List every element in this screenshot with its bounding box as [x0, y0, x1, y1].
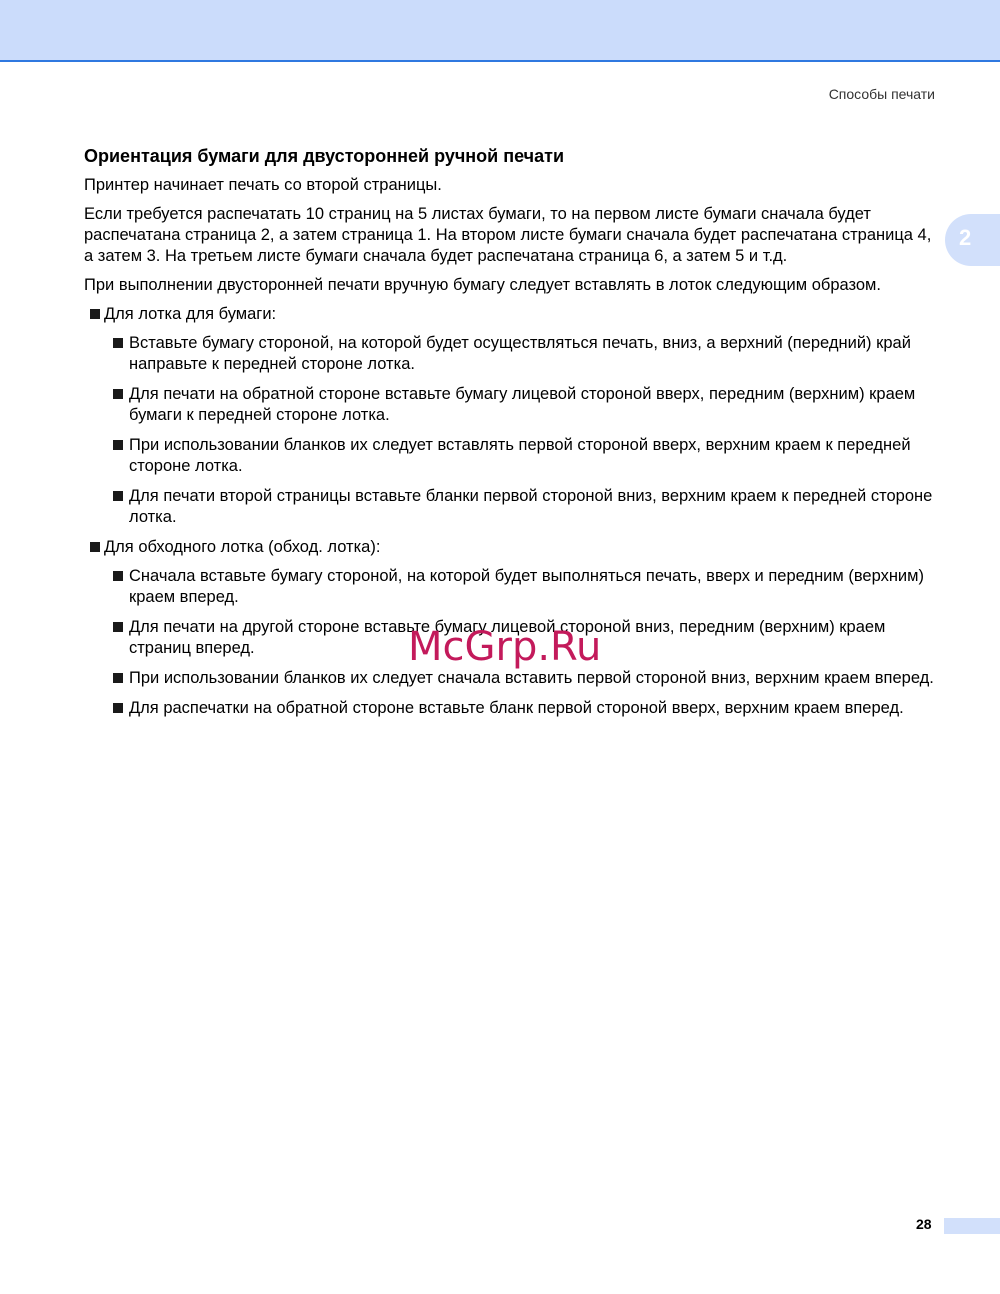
paragraph: При выполнении двусторонней печати вручную бумагу следует вставлять в лоток следующим образом.: [84, 276, 881, 294]
list-item-text: При использовании бланков их следует сначала вставить первой стороной вниз, верхним краем вперед.: [129, 669, 934, 687]
list-item-bypass-tray: [84, 537, 944, 558]
section-heading: Ориентация бумаги для двусторонней ручной печати: [84, 146, 565, 166]
list-item-text: Для печати на другой стороне вставьте бумагу лицевой стороной вниз, передним (верхним) краем страниц вперед.: [129, 618, 886, 657]
square-bullet-icon: [113, 622, 123, 632]
square-bullet-icon: [113, 571, 123, 581]
square-bullet-icon: [90, 309, 100, 319]
page-number: 28: [916, 1216, 932, 1232]
list-item: [129, 384, 944, 426]
list-item: [129, 435, 944, 477]
list-item-text: Для распечатки на обратной стороне вставьте бланк первой стороной вверх, верхним краем вперед.: [129, 699, 904, 717]
list-item-text: Сначала вставьте бумагу стороной, на которой будет выполняться печать, вверх и передним (верхним) краем вперед.: [129, 567, 924, 606]
list-item: [129, 668, 944, 689]
list-item: [129, 333, 944, 375]
watermark: McGrp.Ru: [408, 624, 602, 670]
list-item-text: Вставьте бумагу стороной, на которой будет осуществляться печать, вниз, а верхний (передний) край направьте к передней стороне лотка.: [129, 334, 911, 373]
top-banner: [0, 0, 1000, 62]
list-label: Для обходного лотка (обход. лотка):: [104, 538, 381, 556]
square-bullet-icon: [113, 389, 123, 399]
square-bullet-icon: [113, 440, 123, 450]
square-bullet-icon: [90, 542, 100, 552]
list-item: [129, 566, 944, 608]
list-label: Для лотка для бумаги:: [104, 305, 277, 323]
square-bullet-icon: [113, 673, 123, 683]
square-bullet-icon: [113, 491, 123, 501]
list-item-text: Для печати на обратной стороне вставьте бумагу лицевой стороной вверх, передним (верхним) краем бумаги к передней стороне лотка.: [129, 385, 916, 424]
chapter-number: 2: [959, 225, 972, 250]
list-item: [129, 486, 944, 528]
square-bullet-icon: [113, 338, 123, 348]
square-bullet-icon: [113, 703, 123, 713]
paragraph: Принтер начинает печать со второй страницы.: [84, 176, 442, 194]
running-header: Способы печати: [828, 86, 935, 102]
list-item-paper-tray: [84, 304, 944, 325]
footer-bar: [944, 1218, 1000, 1234]
chapter-tab: [945, 214, 1000, 266]
paragraph: Если требуется распечатать 10 страниц на 5 листах бумаги, то на первом листе бумаги сначала будет распечатана страница 2, а затем страница 1. На втором листе бумаги сначала будет распечатана страница 4, а затем 3. На третьем листе бумаги сначала будет распечатана страница 6, а затем 5 и т.д.: [84, 205, 932, 265]
list-item: [129, 698, 944, 719]
list-item-text: При использовании бланков их следует вставлять первой стороной вверх, верхним краем к передней стороне лотка.: [129, 436, 911, 475]
list-item-text: Для печати второй страницы вставьте бланки первой стороной вниз, верхним краем к передней стороне лотка.: [129, 487, 933, 526]
